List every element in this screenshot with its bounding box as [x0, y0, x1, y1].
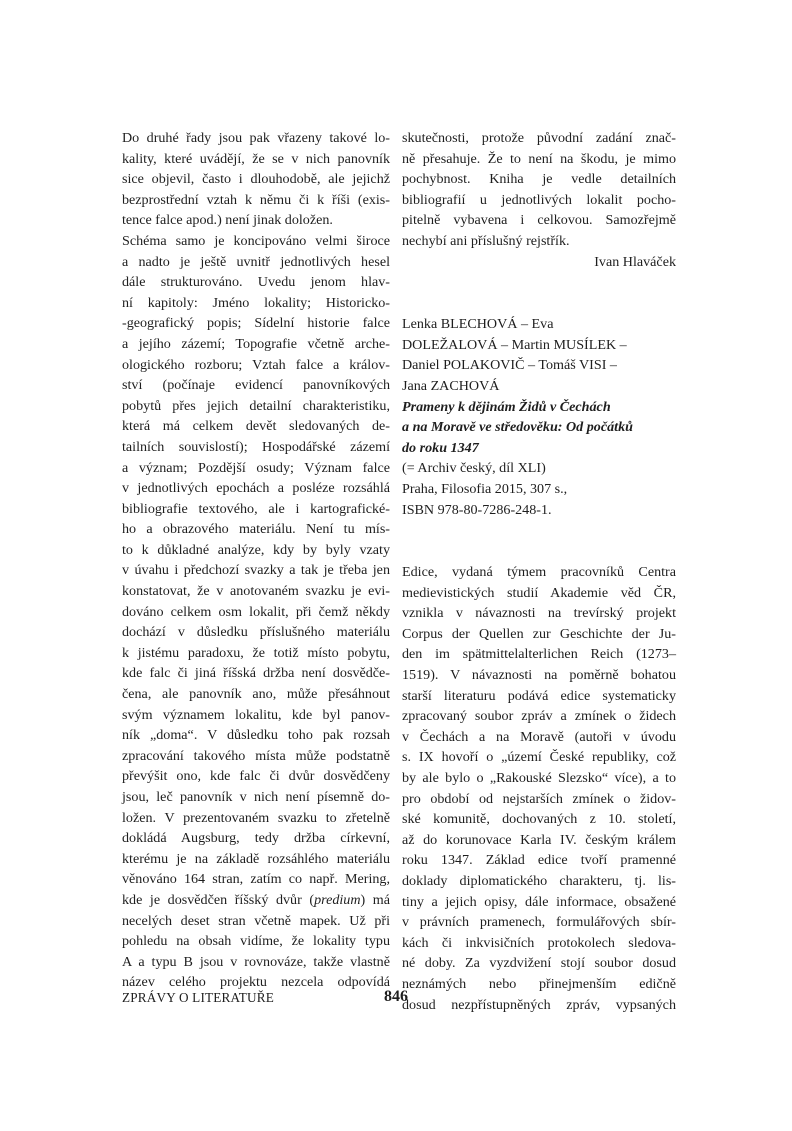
text-line: název celého projektu nezcela odpovídá	[122, 974, 390, 991]
text-line: ník „doma“. V důsledku toho pak rozsah	[122, 727, 390, 744]
text-line: ologického rozboru; Vztah falce a králov-	[122, 356, 390, 373]
text-line: pohledu na obsah vidíme, že lokality typu	[122, 933, 390, 950]
text-line: nechybí ani příslušný rejstřík.	[402, 232, 570, 249]
text-line: né doby. Za vyzdvižení stojí soubor dosud	[402, 955, 676, 972]
text-line: do roku 1347	[402, 439, 479, 456]
text-line: skutečnosti, protože původní zadání znač-	[402, 130, 676, 146]
text-line: svým významem lokalitu, kde byl panov-	[122, 706, 390, 723]
text-line: kterému je na základě rozsáhlého materiálu	[122, 850, 390, 867]
text-line: tence falce apod.) není jinak doložen.	[122, 212, 333, 229]
text-line: a na Moravě ve středověku: Od počátků	[402, 419, 633, 436]
text-line: Edice, vydaná týmem pracovníků Centra	[402, 564, 676, 581]
text-line: A a typu B jsou v rovnováze, takže vlastně	[122, 953, 390, 970]
text-line: bezprostřední vztah k němu či k říši (exis-	[122, 191, 390, 208]
text-line: v právních pramenech, formulářových sbír-	[402, 914, 676, 931]
text-line: ložen. V prezentovaném svazku to zřetelně	[122, 809, 390, 826]
text-line: dokládá Augsburg, tedy držba církevní,	[122, 830, 390, 847]
book-authors	[402, 314, 676, 396]
text-line: bibliografií u jednotlivých lokalit pocho-	[402, 191, 676, 208]
text-line: věnováno 164 stran, zatím co např. Mering,	[122, 871, 390, 888]
text-line: a význam; Pozdější osudy; Význam falce	[122, 459, 390, 476]
text-line: s. IX hovoří o „území České republiky, což	[402, 749, 676, 766]
left-column	[122, 128, 390, 993]
text-line: medievistických studií Akademie věd ČR,	[402, 584, 676, 601]
review-body	[402, 562, 676, 1015]
book-publication: Praha, Filosofia 2015, 307 s.,	[402, 480, 568, 497]
text-line: konstatovat, že v anotovaném svazku je evi-	[122, 583, 390, 600]
review-signature: Ivan Hlaváček	[594, 253, 676, 270]
text-line: až do korunovace Karla IV. českým králem	[402, 831, 676, 848]
text-line: Jana ZACHOVÁ	[402, 377, 500, 394]
text-line: dováno celkem osm lokalit, při čemž někdy	[122, 603, 390, 620]
text-line: ství (počínaje evidencí panovníkových	[122, 377, 390, 394]
text-line: a nadto je ještě uvnitř jednotlivých hesel	[122, 253, 390, 270]
text-line: starší literaturu podává edice systematicky	[402, 687, 676, 704]
text-line: dochází v důsledku příslušného materiálu	[122, 624, 390, 641]
text-line: den im spätmittelalterlichen Reich (1273–	[402, 646, 676, 663]
text-line: -geografický popis; Sídelní historie falce	[122, 315, 390, 332]
text-line: sice objevil, často i dlouhodobě, ale jejichž	[122, 171, 390, 188]
text-line: v jednotlivých epochách a posléze rozsáhlá	[122, 480, 390, 497]
text-line: by ale bylo o „Rakouské Slezsko“ více), a to	[402, 770, 676, 787]
text-line: kde je dosvědčen říšský dvůr (predium) má	[122, 891, 390, 908]
text-line: pitelně vybavena i celkovou. Samozřejmě	[402, 212, 676, 229]
review-ending	[402, 128, 676, 252]
text-line: ně přesahuje. Že to není na škodu, je mimo	[402, 150, 676, 167]
text-line: kde falc či jiná říšská držba není dosvědče-	[122, 665, 390, 682]
text-line: necelých deset stran včetně mapek. Už při	[122, 912, 390, 929]
text-line: Corpus der Quellen zur Geschichte der Ju-	[402, 625, 676, 642]
text-line: dosud nezpřístupněných zpráv, vypsaných	[402, 996, 676, 1013]
right-column	[402, 128, 676, 1015]
text-line: v úvahu i předchozí svazky a tak je třeba jen	[122, 562, 390, 579]
text-line: Prameny k dějinám Židů v Čechách	[402, 398, 611, 415]
book-citation	[402, 314, 676, 520]
book-title	[402, 397, 676, 459]
text-line: Daniel POLAKOVIČ – Tomáš VISI –	[402, 357, 617, 374]
text-line: zpracovaný soubor zpráv a zmínek o židech	[402, 708, 676, 725]
page-footer	[122, 990, 676, 1014]
text-line: dále strukturováno. Uvedu jenom hlav-	[122, 274, 390, 291]
text-line: v Čechách a na Moravě (autoři v úvodu	[402, 728, 676, 745]
page-number: 846	[384, 988, 408, 1005]
text-line: a jejího zázemí; Topografie včetně arche-	[122, 335, 390, 352]
text-line: pochybnost. Kniha je vedle detailních	[402, 171, 676, 188]
text-line: 1519). V návaznosti na poměrně bohatou	[402, 667, 676, 684]
text-line: kality, které uvádějí, že se v nich panovník	[122, 150, 390, 167]
text-line: ní kapitoly: Jméno lokality; Historicko-	[122, 294, 390, 311]
text-line: vznikla v návaznosti na trevírský projekt	[402, 605, 676, 622]
text-line: pobytů přes jejich detailní charakteristiku,	[122, 397, 390, 414]
text-line: kách či inkvisičních protokolech sledova-	[402, 934, 676, 951]
text-line: neznámých nebo přinejmenším edičně	[402, 975, 676, 992]
text-line: tailních souvislostí); Hospodářské zázemí	[122, 438, 390, 455]
text-line: Lenka BLECHOVÁ – Eva	[402, 316, 554, 333]
book-isbn: ISBN 978-80-7286-248-1.	[402, 501, 552, 518]
text-line: DOLEŽALOVÁ – Martin MUSÍLEK –	[402, 336, 627, 353]
book-series: (= Archiv český, díl XLI)	[402, 460, 546, 477]
text-line: která má celkem devět sledovaných de-	[122, 418, 390, 435]
text-line: Do druhé řady jsou pak vřazeny takové lo-	[122, 130, 390, 146]
text-line: ho a obrazového materiálu. Není tu mís-	[122, 521, 390, 538]
text-line: to k důkladné analýze, kdy by byly vzaty	[122, 541, 390, 558]
text-line: roku 1347. Základ edice tvoří pramenné	[402, 852, 676, 869]
text-line: Schéma samo je koncipováno velmi široce	[122, 232, 390, 249]
text-line: doklady diplomatického charakteru, tj. lis-	[402, 873, 676, 889]
text-line: jsou, leč panovník v nich není písemně do-	[122, 789, 390, 805]
text-line: čena, ale panovník ano, může přesáhnout	[122, 686, 390, 703]
text-line: k jistému paradoxu, že totiž místo pobytu,	[122, 644, 390, 661]
text-line: tiny a jejich opisy, dále informace, obsažené	[402, 893, 676, 910]
text-line: ské komunitě, dochovaných z 10. století,	[402, 811, 676, 828]
text-line: zpracování takového místa může podstatně	[122, 747, 390, 764]
text-line: převýšit ono, kde falc či dvůr dosvědčeny	[122, 768, 390, 785]
running-head: ZPRÁVY O LITERATUŘE	[122, 990, 275, 1005]
text-line: pro období od nejstarších zmínek o židov-	[402, 790, 676, 807]
text-line: bibliografie textového, ale i kartografické-	[122, 500, 390, 517]
